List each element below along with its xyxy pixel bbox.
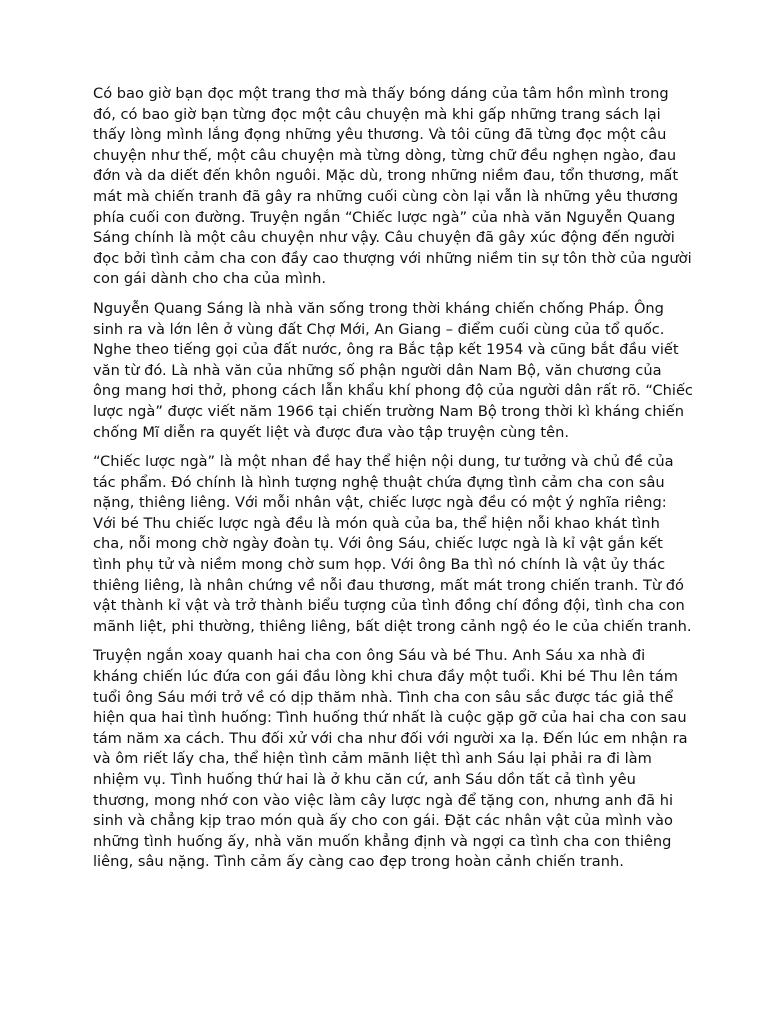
- paragraph-story: Truyện ngắn xoay quanh hai cha con ông Sáu và bé Thu. Anh Sáu xa nhà đi kháng chiến lúc đứa con gái đầu lòng khi chưa đầy một tuổi. Khi bé Thu lên tám tuổi ông Sáu mới trở về có dịp thăm nhà. Tình cha con sâu sắc được tác giả thể hiện qua hai tình huống: Tình huống thứ nhất là cuộc gặp gỡ của hai cha con sau tám năm xa cách. Thu đối xử với cha như đối với người xa lạ. Đến lúc em nhận ra và ôm riết lấy cha, thể hiện tình cảm mãnh liệt thì anh Sáu lại phải ra đi làm nhiệm vụ. Tình huống thứ hai là ở khu căn cứ, anh Sáu dồn tất cả tình yêu thương, mong nhớ con vào việc làm cây lược ngà để tặng con, nhưng anh đã hi sinh và chẳng kịp trao món quà ấy cho con gái. Đặt các nhân vật của mình vào những tình huống ấy, nhà văn muốn khẳng định và ngợi ca tình cha con thiêng liêng, sâu nặng. Tình cảm ấy càng cao đẹp trong hoàn cảnh chiến tranh.: [93, 647, 688, 871]
- document-page: [93, 84, 693, 882]
- paragraph-author: Nguyễn Quang Sáng là nhà văn sống trong thời kháng chiến chống Pháp. Ông sinh ra và lớn lên ở vùng đất Chợ Mới, An Giang – điểm cuối cùng của tổ quốc. Nghe theo tiếng gọi của đất nước, ông ra Bắc tập kết 1954 và cũng bắt đầu viết văn từ đó. Là nhà văn của những số phận người dân Nam Bộ, văn chương của ông mang hơi thở, phong cách lẫn khẩu khí phong độ của người dân rất rõ. “Chiếc lược ngà” được viết năm 1966 tại chiến trường Nam Bộ trong thời kì kháng chiến chống Mĩ diễn ra quyết liệt và được đưa vào tập truyện cùng tên.: [93, 299, 693, 441]
- paragraph-title-meaning: “Chiếc lược ngà” là một nhan đề hay thể hiện nội dung, tư tưởng và chủ đề của tác phẩm. Đó chính là hình tượng nghệ thuật chứa đựng tình cảm cha con sâu nặng, thiêng liêng. Với mỗi nhân vật, chiếc lược ngà đều có một ý nghĩa riêng: Với bé Thu chiếc lược ngà đều là món quà của ba, thể hiện nỗi khao khát tình cha, nỗi mong chờ ngày đoàn tụ. Với ông Sáu, chiếc lược ngà là kỉ vật gắn kết tình phụ tử và niềm mong chờ sum họp. Với ông Ba thì nó chính là vật ủy thác thiêng liêng, là nhân chứng về nỗi đau thương, mất mát trong chiến tranh. Từ đó vật thành kỉ vật và trở thành biểu tượng của tình đồng chí đồng đội, tình cha con mãnh liệt, phi thường, thiêng liêng, bất diệt trong cảnh ngộ éo le của chiến tranh.: [93, 453, 692, 635]
- paragraph-intro: Có bao giờ bạn đọc một trang thơ mà thấy bóng dáng của tâm hồn mình trong đó, có bao giờ bạn từng đọc một câu chuyện mà khi gấp những trang sách lại thấy lòng mình lắng đọng những yêu thương. Và tôi cũng đã từng đọc một câu chuyện như thế, một câu chuyện mà từng dòng, từng chữ đều nghẹn ngào, đau đớn và da diết đến khôn nguôi. Mặc dù, trong những niềm đau, tổn thương, mất mát mà chiến tranh đã gây ra những cuối cùng còn lại vẫn là những yêu thương phía cuối con đường. Truyện ngắn “Chiếc lược ngà” của nhà văn Nguyễn Quang Sáng chính là một câu chuyện như vậy. Câu chuyện đã gây xúc động đến người đọc bởi tình cảm cha con đầy cao thượng với những niềm tin sự tôn thờ của người con gái dành cho cha của mình.: [93, 85, 692, 288]
